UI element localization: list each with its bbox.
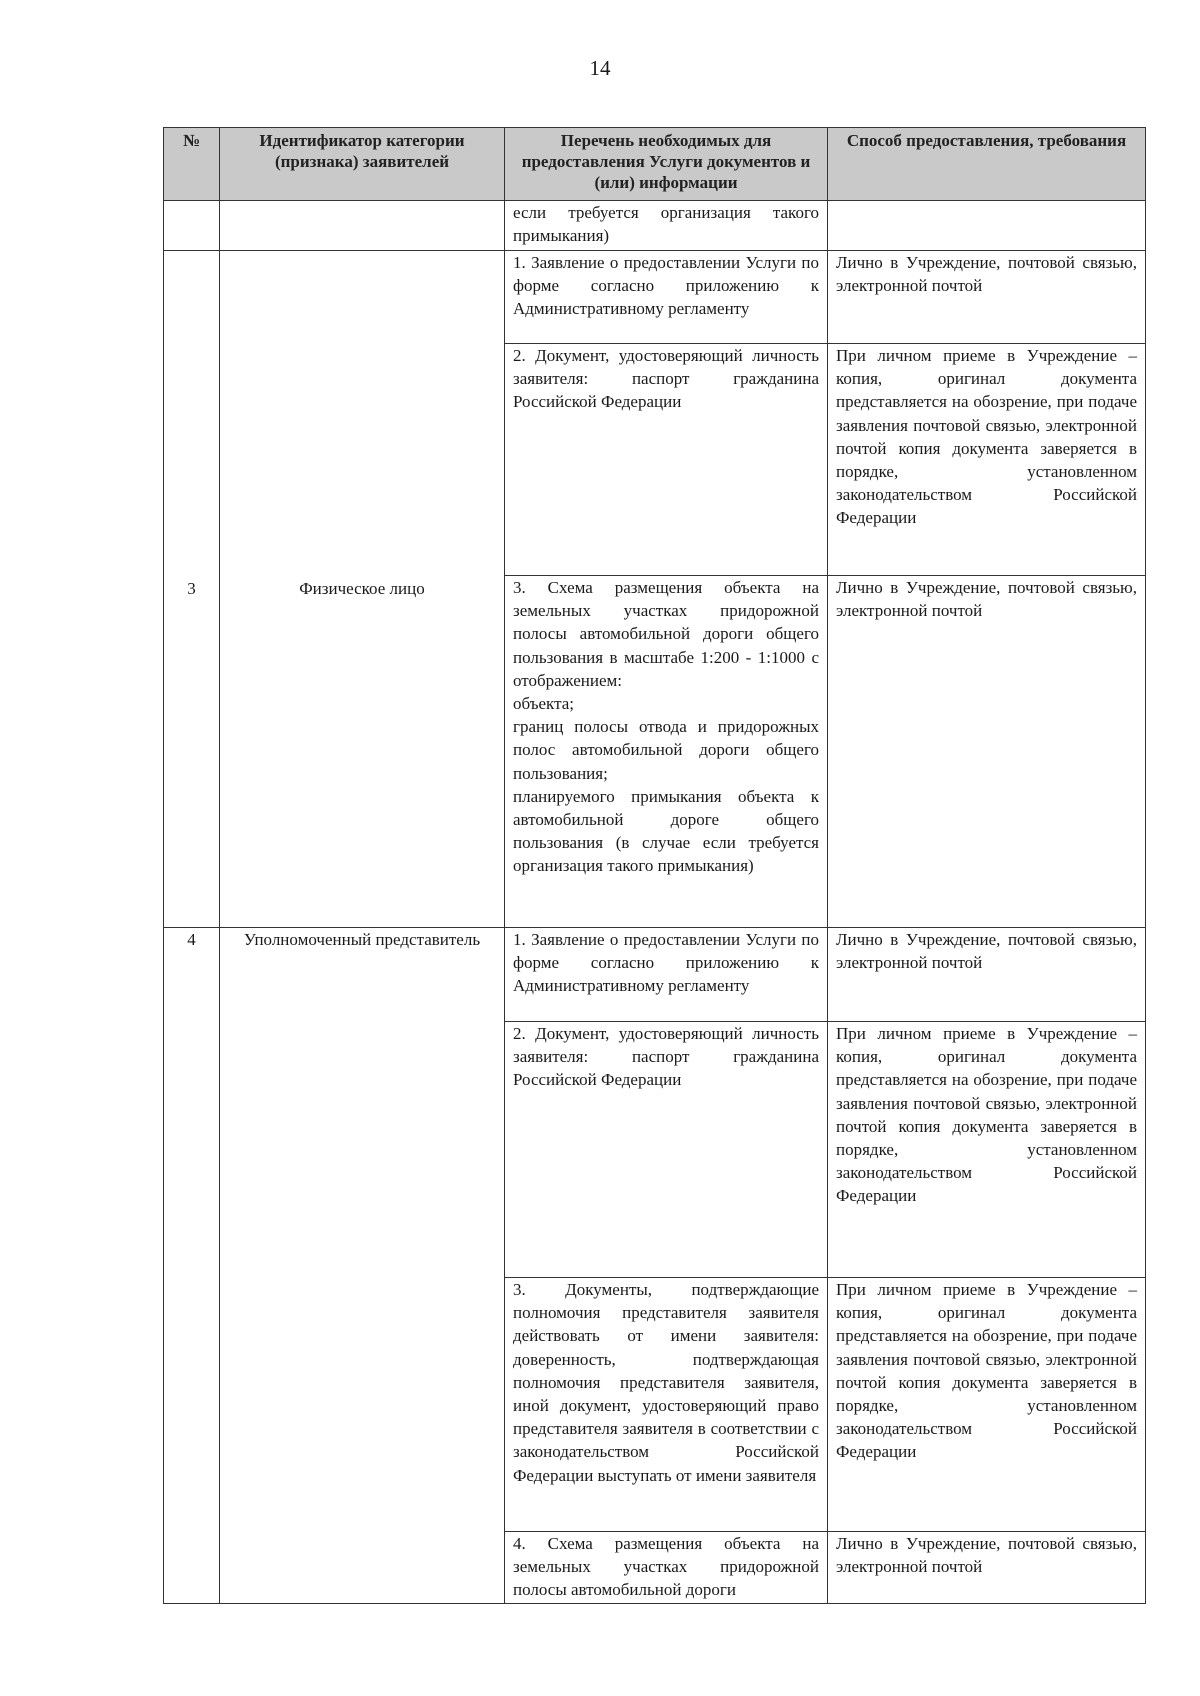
cell-requirement: Лично в Учреждение, почтовой связью, электронной почтой xyxy=(828,1532,1146,1604)
header-category: Идентификатор категории (признака) заявителей xyxy=(220,128,505,201)
cell-number: 4 xyxy=(164,928,220,1604)
cell-category: Физическое лицо xyxy=(220,251,505,928)
document-line: планируемого примыкания объекта к автомобильной дороге общего пользования (в случае если требуется организация такого примыкания) xyxy=(513,786,819,876)
table-row xyxy=(164,928,1146,1022)
cell-requirement: При личном приеме в Учреждение – копия, оригинал документа представляется на обозрение, при подаче заявления почтовой связью, электронной почтой копия документа заверяется в порядке, установленном законодательством Российской Федерации xyxy=(828,1022,1146,1278)
cell-document: 3. Документы, подтверждающие полномочия представителя заявителя действовать от имени заявителя: доверенность, подтверждающая полномочия представителя заявителя, иной документ, удостоверяющий право представителя заявителя в соответствии с законодательством Российской Федерации выступать от имени заявителя xyxy=(505,1278,828,1532)
cell-document: 2. Документ, удостоверяющий личность заявителя: паспорт гражданина Российской Федерации xyxy=(505,1022,828,1278)
table-row-continuation xyxy=(164,201,1146,251)
cell-requirement: Лично в Учреждение, почтовой связью, электронной почтой xyxy=(828,251,1146,344)
cell-document: 1. Заявление о предоставлении Услуги по форме согласно приложению к Административному регламенту xyxy=(505,251,828,344)
cell-number-empty xyxy=(164,201,220,251)
document-line: границ полосы отвода и придорожных полос автомобильной дороги общего пользования; xyxy=(513,717,819,783)
cell-document xyxy=(505,576,828,928)
document-line: 3. Схема размещения объекта на земельных участках придорожной полосы автомобильной дороги общего пользования в масштабе 1:200 - 1:1000 с отображением: xyxy=(513,578,819,690)
requirements-table xyxy=(163,127,1146,1604)
cell-requirement: Лично в Учреждение, почтовой связью, электронной почтой xyxy=(828,928,1146,1022)
cell-document: 4. Схема размещения объекта на земельных участках придорожной полосы автомобильной дороги xyxy=(505,1532,828,1604)
document-line: объекта; xyxy=(513,694,575,714)
cell-document: 1. Заявление о предоставлении Услуги по форме согласно приложению к Административному регламенту xyxy=(505,928,828,1022)
cell-document: если требуется организация такого примыкания) xyxy=(505,201,828,251)
cell-category-empty xyxy=(220,201,505,251)
cell-document: 2. Документ, удостоверяющий личность заявителя: паспорт гражданина Российской Федерации xyxy=(505,344,828,576)
cell-requirement: Лично в Учреждение, почтовой связью, электронной почтой xyxy=(828,576,1146,928)
cell-requirement xyxy=(828,201,1146,251)
table-row xyxy=(164,251,1146,344)
cell-requirement: При личном приеме в Учреждение – копия, оригинал документа представляется на обозрение, при подаче заявления почтовой связью, электронной почтой копия документа заверяется в порядке, установленном законодательством Российской Федерации xyxy=(828,1278,1146,1532)
table-header-row xyxy=(164,128,1146,201)
header-documents: Перечень необходимых для предоставления Услуги документов и (или) информации xyxy=(505,128,828,201)
cell-requirement: При личном приеме в Учреждение – копия, оригинал документа представляется на обозрение, при подаче заявления почтовой связью, электронной почтой копия документа заверяется в порядке, установленном законодательством Российской Федерации xyxy=(828,344,1146,576)
header-number: № xyxy=(164,128,220,201)
page-number: 14 xyxy=(589,56,611,80)
cell-number: 3 xyxy=(164,251,220,928)
header-requirements: Способ предоставления, требования xyxy=(828,128,1146,201)
cell-category: Уполномоченный представитель xyxy=(220,928,505,1604)
